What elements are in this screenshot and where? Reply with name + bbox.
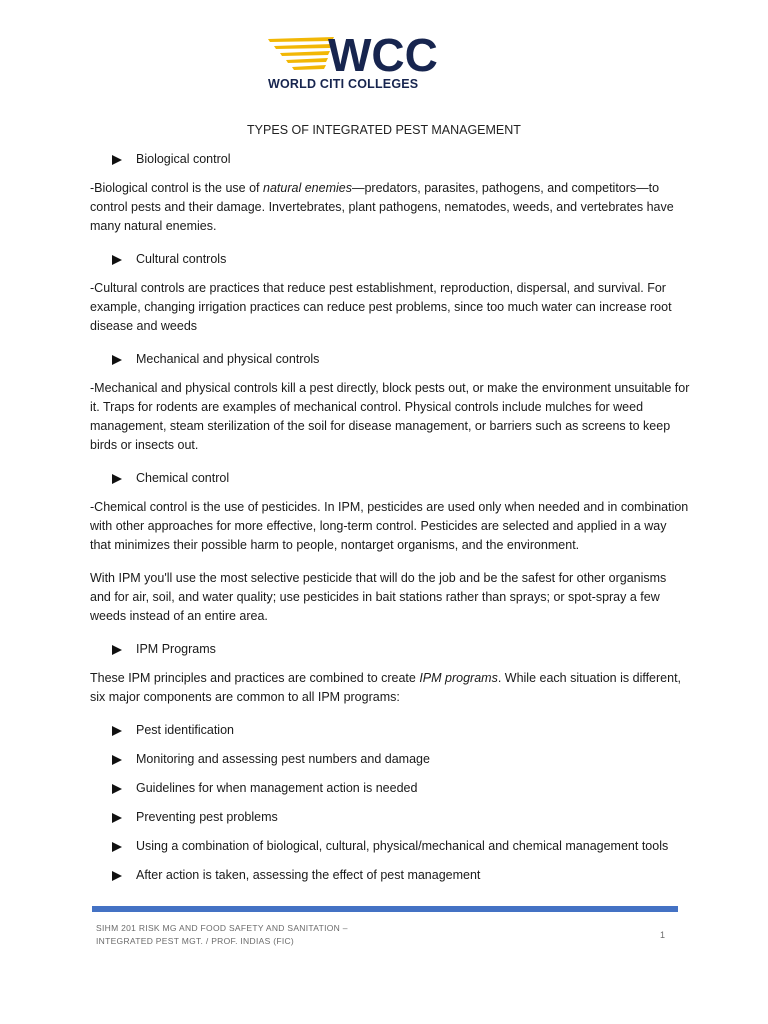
bullet-cultural-controls	[112, 250, 690, 269]
arrow-bullet-icon	[112, 155, 122, 165]
bullet-chemical-control	[112, 469, 690, 488]
arrow-bullet-icon	[112, 474, 122, 484]
list-item-label: Preventing pest problems	[136, 810, 278, 824]
logo-college-name: WORLD CITI COLLEGES	[268, 77, 419, 91]
text-run: These IPM principles and practices are combined to create	[90, 671, 420, 685]
footer-divider	[92, 906, 678, 912]
list-item-label: Using a combination of biological, cultural, physical/mechanical and chemical management tools	[136, 839, 669, 853]
arrow-bullet-icon	[112, 755, 122, 765]
footer-line: SIHM 201 RISK MG AND FOOD SAFETY AND SANITATION –	[96, 923, 348, 933]
arrow-bullet-icon	[112, 355, 122, 365]
footer-course-info	[96, 922, 416, 948]
arrow-bullet-icon	[112, 813, 122, 823]
text-run: -Biological control is the use of	[90, 181, 264, 195]
list-item	[112, 779, 690, 798]
bullet-mechanical-physical	[112, 350, 690, 369]
list-item	[112, 750, 690, 769]
list-item-label: After action is taken, assessing the effect of pest management	[136, 868, 481, 882]
document-title: TYPES OF INTEGRATED PEST MANAGEMENT	[247, 123, 521, 137]
paragraph-chemical: -Chemical control is the use of pesticides. In IPM, pesticides are used only when needed and in combination with other approaches for more effective, long-term control. Pesticides are selected and applied in a way that minimizes their possible harm to people, nontarget organisms, and the environment.	[90, 500, 689, 552]
list-item-label: Pest identification	[136, 723, 234, 737]
bullet-label: IPM Programs	[136, 642, 216, 656]
logo-letters: WCC	[328, 29, 438, 78]
document-body	[90, 150, 690, 885]
list-item-label: Monitoring and assessing pest numbers and damage	[136, 752, 430, 766]
paragraph-cultural: -Cultural controls are practices that reduce pest establishment, reproduction, dispersal, and survival. For example, changing irrigation practices can reduce pest problems, since too much water can increase root disease and weeds	[90, 281, 672, 333]
footer-line: INTEGRATED PEST MGT. / PROF. INDIAS (FIC)	[96, 936, 295, 946]
arrow-bullet-icon	[112, 645, 122, 655]
list-item	[112, 808, 690, 827]
arrow-bullet-icon	[112, 726, 122, 736]
paragraph-chemical-selective: With IPM you'll use the most selective pesticide that will do the job and be the safest for other organisms and for air, soil, and water quality; use pesticides in bait stations rather than sprays; or spot-spray a few weeds instead of an entire area.	[90, 571, 667, 623]
emphasis-text: IPM programs	[419, 671, 498, 685]
paragraph-ipm-programs	[90, 669, 690, 707]
emphasis-text: natural enemies	[263, 181, 352, 195]
wcc-logo-mark	[262, 28, 466, 78]
paragraph-biological	[90, 179, 690, 236]
bullet-label: Biological control	[136, 152, 231, 166]
list-item	[112, 837, 690, 856]
list-item-label: Guidelines for when management action is needed	[136, 781, 418, 795]
bullet-label: Mechanical and physical controls	[136, 352, 320, 366]
bullet-ipm-programs	[112, 640, 690, 659]
arrow-bullet-icon	[112, 784, 122, 794]
list-item	[112, 866, 690, 885]
list-item	[112, 721, 690, 740]
arrow-bullet-icon	[112, 255, 122, 265]
page-number: 1	[660, 930, 666, 940]
arrow-bullet-icon	[112, 842, 122, 852]
bullet-label: Chemical control	[136, 471, 230, 485]
bullet-label: Cultural controls	[136, 252, 227, 266]
text-run: . While each situation is different, six major components are common to all IPM programs:	[90, 671, 682, 704]
text-run: —predators, parasites, pathogens, and competitors—to control pests and their damage. Invertebrates, plant pathogens, nematodes, weeds, and vertebrates have many natural enemies.	[90, 181, 674, 233]
bullet-biological-control	[112, 150, 690, 169]
paragraph-mechanical: -Mechanical and physical controls kill a pest directly, block pests out, or make the environment unsuitable for it. Traps for rodents are examples of mechanical control. Physical controls include mulches for weed management, steam sterilization of the soil for disease management, or barriers such as screens to keep birds or insects out.	[90, 381, 690, 452]
arrow-bullet-icon	[112, 871, 122, 881]
